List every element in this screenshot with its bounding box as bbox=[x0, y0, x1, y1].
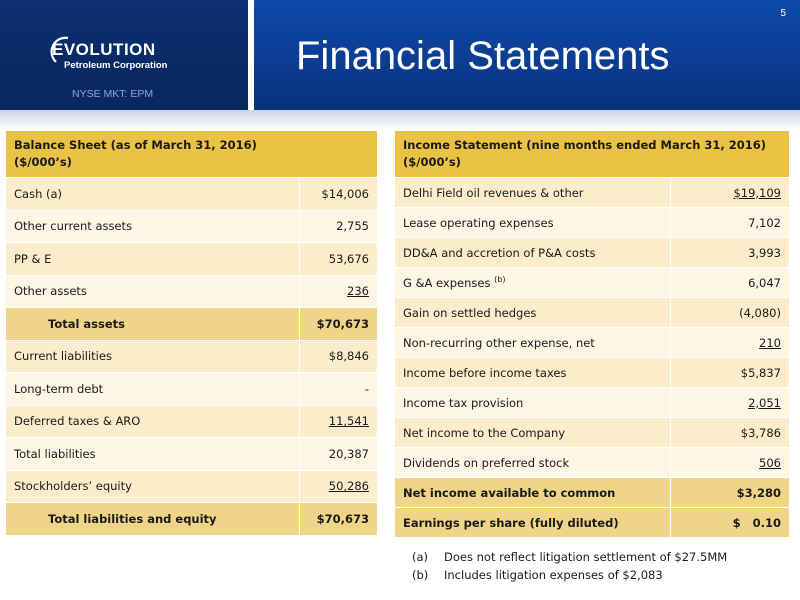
balance_sheet-row bbox=[6, 438, 378, 471]
company-logo bbox=[52, 40, 192, 74]
income_statement-row-value bbox=[670, 298, 789, 328]
row-value-text: $14,006 bbox=[321, 186, 369, 201]
footnote-a bbox=[412, 548, 727, 566]
row-value-text: 53,676 bbox=[328, 251, 369, 266]
balance_sheet-row bbox=[6, 373, 378, 406]
footnote-b bbox=[412, 566, 727, 584]
row-value-text: 236 bbox=[347, 284, 369, 299]
row-label-text: DD&A and accretion of P&A costs bbox=[403, 245, 596, 260]
row-label-text: Current liabilities bbox=[14, 349, 112, 364]
balance_sheet-row bbox=[6, 210, 378, 243]
income_statement-row-label bbox=[395, 358, 671, 388]
row-value-text: 210 bbox=[759, 335, 781, 350]
balance_sheet-row-label bbox=[6, 405, 300, 438]
balance_sheet-row bbox=[6, 243, 378, 276]
row-label-text: Other assets bbox=[14, 284, 87, 299]
balance_sheet-row bbox=[6, 340, 378, 373]
row-label-text: Non-recurring other expense, net bbox=[403, 335, 595, 350]
row-label-text: PP & E bbox=[14, 251, 52, 266]
income_statement-row-label bbox=[395, 418, 671, 448]
row-value-text: $19,109 bbox=[733, 185, 781, 200]
row-label-text: Cash (a) bbox=[14, 186, 63, 201]
balance-sheet-title: Balance Sheet (as of March 31, 2016) bbox=[14, 138, 257, 152]
income_statement-row-value bbox=[670, 358, 789, 388]
row-value-text: 3,993 bbox=[748, 245, 781, 260]
row-value-text: 2,755 bbox=[336, 219, 369, 234]
income_statement-row bbox=[395, 328, 790, 358]
balance_sheet-row-label bbox=[6, 178, 300, 211]
stock-ticker: NYSE MKT: EPM bbox=[72, 88, 154, 100]
row-label-text: Total assets bbox=[48, 316, 126, 331]
income_statement-row bbox=[395, 508, 790, 538]
income_statement-row-label bbox=[395, 478, 671, 508]
footnotes bbox=[412, 548, 727, 584]
balance-sheet-units: ($/000’s) bbox=[14, 155, 72, 169]
row-value-text: $8,846 bbox=[328, 349, 369, 364]
footnote-label: (a) bbox=[412, 550, 429, 564]
row-label-text: Income tax provision bbox=[403, 395, 524, 410]
income_statement-row-value bbox=[670, 388, 789, 418]
balance_sheet-row bbox=[6, 405, 378, 438]
balance_sheet-row-label bbox=[6, 503, 300, 536]
income_statement-row-value bbox=[670, 238, 789, 268]
row-label-text: Stockholders’ equity bbox=[14, 479, 132, 494]
row-value-text: $70,673 bbox=[316, 511, 369, 526]
balance_sheet-row-value bbox=[300, 340, 378, 373]
income_statement-row bbox=[395, 208, 790, 238]
balance_sheet-row bbox=[6, 503, 378, 536]
row-value-text: 7,102 bbox=[748, 215, 781, 230]
income-statement-header bbox=[395, 131, 790, 178]
income_statement-row-label bbox=[395, 298, 671, 328]
income_statement-row-label bbox=[395, 328, 671, 358]
income_statement-row-value bbox=[670, 508, 789, 538]
income_statement-row bbox=[395, 478, 790, 508]
balance_sheet-row-value bbox=[300, 210, 378, 243]
balance_sheet-row-value bbox=[300, 308, 378, 341]
row-label-text: Other current assets bbox=[14, 219, 133, 234]
row-value-text: $3,786 bbox=[740, 425, 781, 440]
footnote-text: Does not reflect litigation settlement of $27.5MM bbox=[444, 550, 728, 564]
row-label-text: Lease operating expenses bbox=[403, 215, 554, 230]
balance_sheet-row bbox=[6, 308, 378, 341]
income_statement-row bbox=[395, 298, 790, 328]
balance_sheet-row-value bbox=[300, 470, 378, 503]
balance_sheet-row-value bbox=[300, 405, 378, 438]
row-label-text: Net income to the Company bbox=[403, 425, 566, 440]
row-value-text: $70,673 bbox=[316, 316, 369, 331]
balance_sheet-row-label bbox=[6, 243, 300, 276]
row-value-text: $3,280 bbox=[736, 485, 781, 500]
balance-sheet-table bbox=[5, 130, 378, 536]
footnote-text: Includes litigation expenses of $2,083 bbox=[444, 568, 663, 582]
row-label-text: Gain on settled hedges bbox=[403, 305, 537, 320]
income_statement-row-label bbox=[395, 208, 671, 238]
income_statement-row bbox=[395, 418, 790, 448]
row-label-text: Income before income taxes bbox=[403, 365, 567, 380]
income_statement-row-value bbox=[670, 478, 789, 508]
balance_sheet-row bbox=[6, 178, 378, 211]
logo-wordmark: EVOLUTION bbox=[52, 40, 156, 59]
income_statement-row-label bbox=[395, 268, 671, 298]
logo-subtitle: Petroleum Corporation bbox=[64, 60, 168, 71]
header-shadow bbox=[0, 110, 800, 130]
balance_sheet-row-value bbox=[300, 503, 378, 536]
income_statement-row-value bbox=[670, 178, 789, 208]
row-label-text: Earnings per share (fully diluted) bbox=[403, 515, 619, 530]
row-value-text: 2,051 bbox=[748, 395, 781, 410]
row-label-text: Net income available to common bbox=[403, 485, 616, 500]
income-statement-title: Income Statement (nine months ended March 31, 2016) bbox=[403, 138, 767, 152]
income_statement-row bbox=[395, 238, 790, 268]
income_statement-row-label bbox=[395, 238, 671, 268]
balance_sheet-row-value bbox=[300, 373, 378, 406]
row-label-text: Deferred taxes & ARO bbox=[14, 414, 141, 429]
row-label-text: Long-term debt bbox=[14, 381, 104, 396]
balance_sheet-row-label bbox=[6, 275, 300, 308]
balance_sheet-row-label bbox=[6, 340, 300, 373]
income_statement-row bbox=[395, 268, 790, 298]
row-label-text: G &A expenses bbox=[403, 275, 495, 290]
balance_sheet-row-value bbox=[300, 438, 378, 471]
balance_sheet-row-label bbox=[6, 373, 300, 406]
row-value-text: 6,047 bbox=[748, 275, 781, 290]
income_statement-row-label bbox=[395, 178, 671, 208]
income-statement-units: ($/000’s) bbox=[403, 155, 461, 169]
row-value-text: 20,387 bbox=[328, 446, 369, 461]
footnote-label: (b) bbox=[412, 568, 429, 582]
footnote-marker: (b) bbox=[494, 275, 506, 285]
row-label-text: Total liabilities bbox=[14, 446, 96, 461]
balance_sheet-row-value bbox=[300, 275, 378, 308]
balance_sheet-row bbox=[6, 275, 378, 308]
income_statement-row-label bbox=[395, 388, 671, 418]
income_statement-row-value bbox=[670, 418, 789, 448]
income-statement-table bbox=[394, 130, 790, 538]
page-number: 5 bbox=[780, 8, 786, 19]
income_statement-row-label bbox=[395, 448, 671, 478]
balance_sheet-row-label bbox=[6, 308, 300, 341]
balance-sheet-header bbox=[6, 131, 378, 178]
balance_sheet-row-value bbox=[300, 243, 378, 276]
income_statement-row-value bbox=[670, 208, 789, 238]
balance_sheet-row bbox=[6, 470, 378, 503]
row-value-text: - bbox=[364, 381, 369, 396]
balance_sheet-row-label bbox=[6, 470, 300, 503]
income_statement-row bbox=[395, 358, 790, 388]
income_statement-row bbox=[395, 448, 790, 478]
row-value-text: 506 bbox=[759, 455, 781, 470]
row-label-text: Delhi Field oil revenues & other bbox=[403, 185, 584, 200]
balance_sheet-row-value bbox=[300, 178, 378, 211]
income_statement-row-label bbox=[395, 508, 671, 538]
income_statement-row-value bbox=[670, 268, 789, 298]
income_statement-row-value bbox=[670, 328, 789, 358]
row-label-text: Dividends on preferred stock bbox=[403, 455, 570, 470]
row-value-text: 11,541 bbox=[328, 414, 369, 429]
row-value-text: 50,286 bbox=[328, 479, 369, 494]
page-title: Financial Statements bbox=[296, 34, 670, 78]
income_statement-row bbox=[395, 388, 790, 418]
balance_sheet-row-label bbox=[6, 210, 300, 243]
income_statement-row-value bbox=[670, 448, 789, 478]
row-value-text: (4,080) bbox=[739, 305, 781, 320]
row-value-text: $5,837 bbox=[740, 365, 781, 380]
row-value-text: $ 0.10 bbox=[732, 515, 781, 530]
balance_sheet-row-label bbox=[6, 438, 300, 471]
income_statement-row bbox=[395, 178, 790, 208]
row-label-text: Total liabilities and equity bbox=[48, 511, 217, 526]
